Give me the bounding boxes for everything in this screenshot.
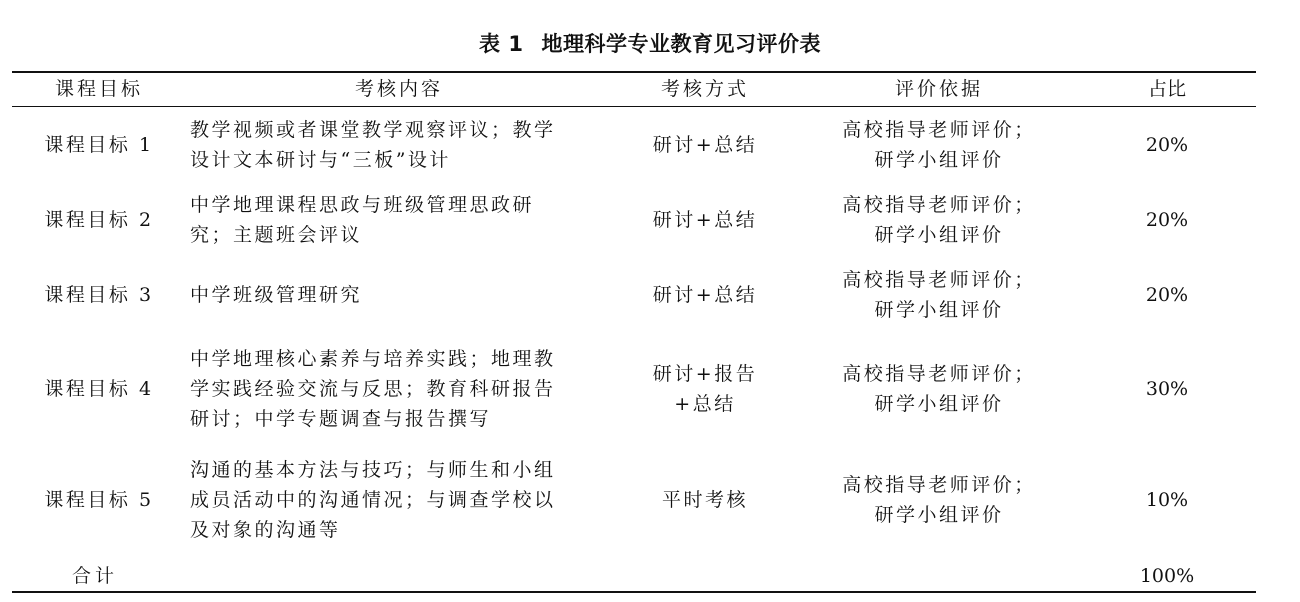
row-goal <box>12 455 186 545</box>
row-ratio <box>1082 344 1252 434</box>
method-line: 研讨+总结 <box>652 209 758 231</box>
row-ratio <box>1082 190 1252 250</box>
basis-line: 研学小组评价 <box>874 149 1004 171</box>
ratio-value: 20% <box>1145 284 1189 306</box>
content-line: 研讨；中学专题调查与报告撰写 <box>190 408 492 430</box>
row-ratio <box>1082 455 1252 545</box>
content-line: 设计文本研讨与“三板”设计 <box>190 149 451 171</box>
row-ratio <box>1082 265 1252 325</box>
row-goal <box>12 115 186 175</box>
row-method <box>612 344 798 434</box>
header-basis: 评价依据 <box>894 78 983 100</box>
top-rule <box>12 71 1256 73</box>
content-line: 及对象的沟通等 <box>190 519 341 541</box>
content-line: 成员活动中的沟通情况；与调查学校以 <box>190 489 556 511</box>
content-line: 中学地理课程思政与班级管理思政研 <box>190 194 535 216</box>
row-method <box>612 265 798 325</box>
row-basis <box>800 455 1078 545</box>
ratio-value: 30% <box>1145 378 1189 400</box>
row-method <box>612 190 798 250</box>
row-content <box>190 115 608 175</box>
ratio-value: 20% <box>1145 134 1189 156</box>
method-line: 研讨+总结 <box>652 134 758 156</box>
row-content <box>190 265 608 325</box>
row-goal <box>12 190 186 250</box>
table-number: 表 1 <box>479 32 524 56</box>
row-content <box>190 455 608 545</box>
table-row <box>0 190 1300 250</box>
bottom-rule <box>12 591 1256 593</box>
row-method <box>612 115 798 175</box>
row-goal-text: 课程目标 4 <box>44 378 154 400</box>
table-row <box>0 115 1300 175</box>
header-rule <box>12 106 1256 107</box>
content-line: 学实践经验交流与反思；教育科研报告 <box>190 378 556 400</box>
basis-line: 研学小组评价 <box>874 299 1004 321</box>
row-goal-text: 课程目标 3 <box>44 284 154 306</box>
content-line: 教学视频或者课堂教学观察评议；教学 <box>190 119 556 141</box>
row-goal-text: 课程目标 1 <box>44 134 154 156</box>
row-method <box>612 455 798 545</box>
table-title <box>0 28 1300 60</box>
header-goal: 课程目标 <box>54 78 143 100</box>
table-caption: 地理科学专业教育见习评价表 <box>541 32 821 56</box>
total-label: 合计 <box>71 565 118 587</box>
basis-line: 研学小组评价 <box>874 393 1004 415</box>
row-basis <box>800 344 1078 434</box>
table-row <box>0 265 1300 325</box>
row-goal <box>12 265 186 325</box>
table-row <box>0 455 1300 545</box>
row-goal <box>12 344 186 434</box>
content-line: 中学班级管理研究 <box>190 284 363 306</box>
ratio-value: 20% <box>1145 209 1189 231</box>
basis-line: 研学小组评价 <box>874 504 1004 526</box>
table-row <box>0 344 1300 434</box>
method-line: +总结 <box>674 393 736 415</box>
row-basis <box>800 190 1078 250</box>
header-content: 考核内容 <box>354 78 443 100</box>
basis-line: 高校指导老师评价； <box>842 269 1036 291</box>
basis-line: 研学小组评价 <box>874 224 1004 246</box>
method-line: 研讨+总结 <box>652 284 758 306</box>
header-ratio: 占比 <box>1147 78 1186 100</box>
basis-line: 高校指导老师评价； <box>842 119 1036 141</box>
content-line: 沟通的基本方法与技巧；与师生和小组 <box>190 459 556 481</box>
row-basis <box>800 265 1078 325</box>
ratio-value: 10% <box>1145 489 1189 511</box>
row-content <box>190 344 608 434</box>
row-basis <box>800 115 1078 175</box>
basis-line: 高校指导老师评价； <box>842 194 1036 216</box>
method-line: 平时考核 <box>661 489 748 511</box>
basis-line: 高校指导老师评价； <box>842 363 1036 385</box>
basis-line: 高校指导老师评价； <box>842 474 1036 496</box>
row-goal-text: 课程目标 5 <box>44 489 154 511</box>
total-value: 100% <box>1139 565 1195 587</box>
row-ratio <box>1082 115 1252 175</box>
content-line: 中学地理核心素养与培养实践；地理教 <box>190 348 556 370</box>
row-goal-text: 课程目标 2 <box>44 209 154 231</box>
content-line: 究；主题班会评议 <box>190 224 363 246</box>
header-method: 考核方式 <box>660 78 749 100</box>
method-line: 研讨+报告 <box>652 363 758 385</box>
row-content <box>190 190 608 250</box>
